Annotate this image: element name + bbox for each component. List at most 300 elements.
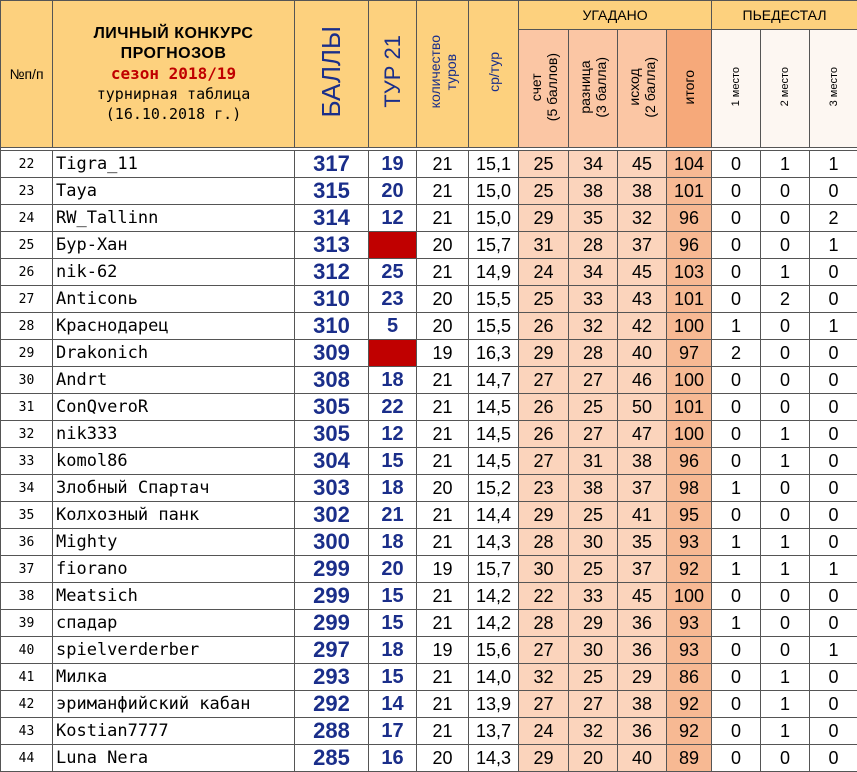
row-number: 37 — [1, 556, 53, 583]
place2-count: 0 — [761, 745, 810, 772]
points: 293 — [295, 664, 369, 691]
place2-count: 0 — [761, 232, 810, 259]
tour-points: 21 — [369, 502, 417, 529]
guessed-total: 96 — [667, 448, 712, 475]
place2-count: 1 — [761, 556, 810, 583]
avg-per-tour: 16,3 — [469, 340, 519, 367]
points: 317 — [295, 151, 369, 178]
place1-count: 1 — [712, 313, 761, 340]
goal-diff-count: 25 — [569, 556, 618, 583]
guessed-total: 86 — [667, 664, 712, 691]
tour-points: 15 — [369, 448, 417, 475]
place1-count: 0 — [712, 259, 761, 286]
player-name: spielverderber — [53, 637, 295, 664]
tour-points: 16 — [369, 745, 417, 772]
player-name: эриманфийский кабан — [53, 691, 295, 718]
place2-count: 0 — [761, 367, 810, 394]
tour-points: 18 — [369, 529, 417, 556]
place2-count: 1 — [761, 421, 810, 448]
table-row — [1, 583, 857, 610]
tour-points: 18 — [369, 367, 417, 394]
outcome-count: 47 — [618, 421, 667, 448]
table-row — [1, 448, 857, 475]
place3-count: 0 — [810, 367, 857, 394]
place3-count: 0 — [810, 664, 857, 691]
place1-count: 0 — [712, 394, 761, 421]
tours-count: 21 — [417, 178, 469, 205]
tours-count: 19 — [417, 556, 469, 583]
points: 314 — [295, 205, 369, 232]
place3-count: 0 — [810, 259, 857, 286]
points: 288 — [295, 718, 369, 745]
place2-count: 0 — [761, 637, 810, 664]
guessed-total: 101 — [667, 394, 712, 421]
place2-count: 0 — [761, 475, 810, 502]
header-place2: 2 место — [761, 30, 810, 148]
player-name: nik333 — [53, 421, 295, 448]
outcome-count: 41 — [618, 502, 667, 529]
exact-score-count: 31 — [519, 232, 569, 259]
tours-count: 21 — [417, 583, 469, 610]
points: 299 — [295, 610, 369, 637]
guessed-total: 93 — [667, 529, 712, 556]
place1-count: 1 — [712, 529, 761, 556]
place3-count: 0 — [810, 745, 857, 772]
guessed-total: 96 — [667, 232, 712, 259]
tour-points: 5 — [369, 313, 417, 340]
place1-count: 0 — [712, 151, 761, 178]
player-name: Краснодарец — [53, 313, 295, 340]
header-tours-count: количество туров — [417, 1, 469, 148]
place2-count: 1 — [761, 529, 810, 556]
tour-points: 25 — [369, 259, 417, 286]
guessed-total: 92 — [667, 691, 712, 718]
tours-count: 21 — [417, 421, 469, 448]
guessed-total: 89 — [667, 745, 712, 772]
place2-count: 1 — [761, 448, 810, 475]
table-row — [1, 340, 857, 367]
exact-score-count: 25 — [519, 286, 569, 313]
title-line2: ПРОГНОЗОВ — [53, 44, 294, 64]
outcome-count: 45 — [618, 583, 667, 610]
guessed-total: 100 — [667, 421, 712, 448]
avg-per-tour: 14,4 — [469, 502, 519, 529]
place2-count: 1 — [761, 718, 810, 745]
row-number: 44 — [1, 745, 53, 772]
header-row-number: №п/п — [1, 1, 53, 148]
table-row — [1, 556, 857, 583]
avg-per-tour: 15,7 — [469, 232, 519, 259]
player-name: спадар — [53, 610, 295, 637]
points: 309 — [295, 340, 369, 367]
row-number: 22 — [1, 151, 53, 178]
tours-count: 21 — [417, 367, 469, 394]
tour-points: 15 — [369, 664, 417, 691]
guessed-total: 93 — [667, 637, 712, 664]
goal-diff-count: 30 — [569, 529, 618, 556]
row-number: 26 — [1, 259, 53, 286]
avg-per-tour: 15,5 — [469, 313, 519, 340]
table-row — [1, 286, 857, 313]
row-number: 35 — [1, 502, 53, 529]
place3-count: 0 — [810, 286, 857, 313]
tour-points: 20 — [369, 556, 417, 583]
row-number: 34 — [1, 475, 53, 502]
table-row — [1, 745, 857, 772]
exact-score-count: 29 — [519, 502, 569, 529]
points: 313 — [295, 232, 369, 259]
table-row — [1, 259, 857, 286]
place1-count: 0 — [712, 664, 761, 691]
place3-count: 2 — [810, 205, 857, 232]
goal-diff-count: 28 — [569, 340, 618, 367]
goal-diff-count: 38 — [569, 178, 618, 205]
place3-count: 0 — [810, 529, 857, 556]
place1-count: 0 — [712, 745, 761, 772]
points: 292 — [295, 691, 369, 718]
points: 299 — [295, 556, 369, 583]
tours-count: 20 — [417, 475, 469, 502]
player-name: Andrt — [53, 367, 295, 394]
avg-per-tour: 14,5 — [469, 421, 519, 448]
subtitle-label: турнирная таблица — [53, 84, 294, 104]
header-total: итого — [667, 30, 712, 148]
player-name: Meatsich — [53, 583, 295, 610]
avg-per-tour: 14,2 — [469, 583, 519, 610]
tours-count: 21 — [417, 718, 469, 745]
player-name: nik-62 — [53, 259, 295, 286]
avg-per-tour: 15,6 — [469, 637, 519, 664]
guessed-total: 100 — [667, 367, 712, 394]
tour-points: 17 — [369, 718, 417, 745]
row-number: 40 — [1, 637, 53, 664]
goal-diff-count: 30 — [569, 637, 618, 664]
header-avg: ср/тур — [469, 1, 519, 148]
outcome-count: 36 — [618, 637, 667, 664]
goal-diff-count: 38 — [569, 475, 618, 502]
outcome-count: 37 — [618, 232, 667, 259]
place2-count: 1 — [761, 259, 810, 286]
header-exact-score: счет (5 баллов) — [519, 30, 569, 148]
place3-count: 1 — [810, 556, 857, 583]
place3-count: 1 — [810, 637, 857, 664]
row-number: 41 — [1, 664, 53, 691]
header-place3: 3 место — [810, 30, 857, 148]
guessed-total: 100 — [667, 583, 712, 610]
guessed-total: 103 — [667, 259, 712, 286]
place3-count: 0 — [810, 475, 857, 502]
player-name: Колхозный панк — [53, 502, 295, 529]
goal-diff-count: 33 — [569, 583, 618, 610]
outcome-count: 40 — [618, 745, 667, 772]
row-number: 43 — [1, 718, 53, 745]
exact-score-count: 29 — [519, 340, 569, 367]
place3-count: 0 — [810, 178, 857, 205]
tours-count: 21 — [417, 205, 469, 232]
header-tour: ТУР 21 — [369, 1, 417, 148]
place3-count: 0 — [810, 421, 857, 448]
avg-per-tour: 13,7 — [469, 718, 519, 745]
row-number: 27 — [1, 286, 53, 313]
player-name: Anticonь — [53, 286, 295, 313]
guessed-total: 96 — [667, 205, 712, 232]
row-number: 24 — [1, 205, 53, 232]
goal-diff-count: 34 — [569, 259, 618, 286]
table-header — [1, 1, 857, 148]
place2-count: 1 — [761, 691, 810, 718]
tour-points: 18 — [369, 637, 417, 664]
place2-count: 0 — [761, 583, 810, 610]
goal-diff-count: 20 — [569, 745, 618, 772]
tours-count: 21 — [417, 448, 469, 475]
row-number: 33 — [1, 448, 53, 475]
avg-per-tour: 14,7 — [469, 367, 519, 394]
table-row — [1, 205, 857, 232]
place2-count: 1 — [761, 664, 810, 691]
outcome-count: 36 — [618, 718, 667, 745]
tours-count: 19 — [417, 637, 469, 664]
place1-count: 0 — [712, 448, 761, 475]
exact-score-count: 24 — [519, 718, 569, 745]
outcome-count: 36 — [618, 610, 667, 637]
points: 315 — [295, 178, 369, 205]
guessed-total: 101 — [667, 286, 712, 313]
goal-diff-count: 34 — [569, 151, 618, 178]
avg-per-tour: 15,0 — [469, 205, 519, 232]
tour-points: 22 — [369, 394, 417, 421]
outcome-count: 45 — [618, 259, 667, 286]
outcome-count: 37 — [618, 475, 667, 502]
avg-per-tour: 15,0 — [469, 178, 519, 205]
place1-count: 1 — [712, 610, 761, 637]
outcome-count: 46 — [618, 367, 667, 394]
table-row — [1, 394, 857, 421]
tours-count: 21 — [417, 691, 469, 718]
header-place1: 1 место — [712, 30, 761, 148]
row-number: 28 — [1, 313, 53, 340]
avg-per-tour: 14,3 — [469, 529, 519, 556]
place2-count: 0 — [761, 394, 810, 421]
table-row — [1, 529, 857, 556]
player-name: Taya — [53, 178, 295, 205]
header-podium-group: ПЬЕДЕСТАЛ — [712, 1, 857, 30]
guessed-total: 93 — [667, 610, 712, 637]
player-name: Drakonich — [53, 340, 295, 367]
place3-count: 0 — [810, 502, 857, 529]
tour-points: 12 — [369, 205, 417, 232]
points: 312 — [295, 259, 369, 286]
player-name: Luna Nera — [53, 745, 295, 772]
player-name: Tigra_11 — [53, 151, 295, 178]
tours-count: 21 — [417, 529, 469, 556]
goal-diff-count: 25 — [569, 394, 618, 421]
place1-count: 0 — [712, 367, 761, 394]
exact-score-count: 28 — [519, 529, 569, 556]
outcome-count: 37 — [618, 556, 667, 583]
place1-count: 0 — [712, 232, 761, 259]
outcome-count: 38 — [618, 691, 667, 718]
table-row — [1, 232, 857, 259]
avg-per-tour: 14,5 — [469, 448, 519, 475]
tour-points: 23 — [369, 286, 417, 313]
place1-count: 0 — [712, 205, 761, 232]
date-label: (16.10.2018 г.) — [53, 104, 294, 124]
outcome-count: 38 — [618, 178, 667, 205]
place2-count: 0 — [761, 502, 810, 529]
points: 308 — [295, 367, 369, 394]
tours-count: 21 — [417, 610, 469, 637]
table-row — [1, 637, 857, 664]
player-name: Kostian7777 — [53, 718, 295, 745]
goal-diff-count: 31 — [569, 448, 618, 475]
place2-count: 2 — [761, 286, 810, 313]
tours-count: 20 — [417, 745, 469, 772]
goal-diff-count: 29 — [569, 610, 618, 637]
player-name: komol86 — [53, 448, 295, 475]
player-name: Злобный Спартач — [53, 475, 295, 502]
outcome-count: 45 — [618, 151, 667, 178]
exact-score-count: 25 — [519, 178, 569, 205]
header-outcome: исход (2 балла) — [618, 30, 667, 148]
exact-score-count: 25 — [519, 151, 569, 178]
table-row — [1, 313, 857, 340]
goal-diff-count: 25 — [569, 502, 618, 529]
outcome-count: 32 — [618, 205, 667, 232]
row-number: 38 — [1, 583, 53, 610]
exact-score-count: 28 — [519, 610, 569, 637]
exact-score-count: 27 — [519, 637, 569, 664]
outcome-count: 40 — [618, 340, 667, 367]
place3-count: 0 — [810, 394, 857, 421]
guessed-total: 92 — [667, 556, 712, 583]
exact-score-count: 24 — [519, 259, 569, 286]
place2-count: 0 — [761, 205, 810, 232]
table-row — [1, 421, 857, 448]
place1-count: 0 — [712, 691, 761, 718]
tours-count: 21 — [417, 394, 469, 421]
row-number: 36 — [1, 529, 53, 556]
tour-points — [369, 232, 417, 259]
avg-per-tour: 14,2 — [469, 610, 519, 637]
table-row — [1, 664, 857, 691]
exact-score-count: 32 — [519, 664, 569, 691]
avg-per-tour: 15,1 — [469, 151, 519, 178]
points: 302 — [295, 502, 369, 529]
goal-diff-count: 32 — [569, 313, 618, 340]
avg-per-tour: 14,9 — [469, 259, 519, 286]
tour-points: 15 — [369, 610, 417, 637]
exact-score-count: 26 — [519, 421, 569, 448]
avg-per-tour: 14,5 — [469, 394, 519, 421]
exact-score-count: 29 — [519, 745, 569, 772]
title-line1: ЛИЧНЫЙ КОНКУРС — [53, 24, 294, 44]
outcome-count: 43 — [618, 286, 667, 313]
tour-points: 15 — [369, 583, 417, 610]
points: 310 — [295, 286, 369, 313]
guessed-total: 95 — [667, 502, 712, 529]
points: 297 — [295, 637, 369, 664]
avg-per-tour: 14,0 — [469, 664, 519, 691]
page-title — [53, 1, 295, 148]
points: 285 — [295, 745, 369, 772]
goal-diff-count: 27 — [569, 691, 618, 718]
goal-diff-count: 27 — [569, 367, 618, 394]
outcome-count: 35 — [618, 529, 667, 556]
tour-points: 12 — [369, 421, 417, 448]
avg-per-tour: 14,3 — [469, 745, 519, 772]
place3-count: 1 — [810, 313, 857, 340]
avg-per-tour: 15,5 — [469, 286, 519, 313]
tour-points: 14 — [369, 691, 417, 718]
table-row — [1, 178, 857, 205]
header-points: БАЛЛЫ — [295, 1, 369, 148]
place2-count: 0 — [761, 340, 810, 367]
place3-count: 1 — [810, 151, 857, 178]
table-row — [1, 718, 857, 745]
points: 305 — [295, 421, 369, 448]
exact-score-count: 26 — [519, 394, 569, 421]
goal-diff-count: 32 — [569, 718, 618, 745]
guessed-total: 104 — [667, 151, 712, 178]
points: 310 — [295, 313, 369, 340]
place2-count: 0 — [761, 178, 810, 205]
tour-points: 18 — [369, 475, 417, 502]
exact-score-count: 23 — [519, 475, 569, 502]
place1-count: 0 — [712, 286, 761, 313]
place3-count: 0 — [810, 448, 857, 475]
tours-count: 19 — [417, 340, 469, 367]
place1-count: 0 — [712, 583, 761, 610]
outcome-count: 38 — [618, 448, 667, 475]
place3-count: 1 — [810, 232, 857, 259]
goal-diff-count: 33 — [569, 286, 618, 313]
row-number: 42 — [1, 691, 53, 718]
player-name: Милка — [53, 664, 295, 691]
outcome-count: 42 — [618, 313, 667, 340]
row-number: 30 — [1, 367, 53, 394]
exact-score-count: 26 — [519, 313, 569, 340]
row-number: 39 — [1, 610, 53, 637]
place3-count: 0 — [810, 610, 857, 637]
table-row — [1, 475, 857, 502]
place1-count: 0 — [712, 502, 761, 529]
place3-count: 0 — [810, 718, 857, 745]
place1-count: 0 — [712, 421, 761, 448]
tours-count: 21 — [417, 151, 469, 178]
player-name: Mighty — [53, 529, 295, 556]
tour-points: 20 — [369, 178, 417, 205]
tours-count: 21 — [417, 259, 469, 286]
row-number: 32 — [1, 421, 53, 448]
outcome-count: 50 — [618, 394, 667, 421]
player-name: RW_Tallinn — [53, 205, 295, 232]
guessed-total: 97 — [667, 340, 712, 367]
place1-count: 1 — [712, 556, 761, 583]
outcome-count: 29 — [618, 664, 667, 691]
points: 305 — [295, 394, 369, 421]
place2-count: 1 — [761, 151, 810, 178]
guessed-total: 92 — [667, 718, 712, 745]
guessed-total: 98 — [667, 475, 712, 502]
row-number: 31 — [1, 394, 53, 421]
avg-per-tour: 15,7 — [469, 556, 519, 583]
table-row — [1, 610, 857, 637]
exact-score-count: 30 — [519, 556, 569, 583]
row-number: 23 — [1, 178, 53, 205]
goal-diff-count: 35 — [569, 205, 618, 232]
exact-score-count: 22 — [519, 583, 569, 610]
goal-diff-count: 28 — [569, 232, 618, 259]
